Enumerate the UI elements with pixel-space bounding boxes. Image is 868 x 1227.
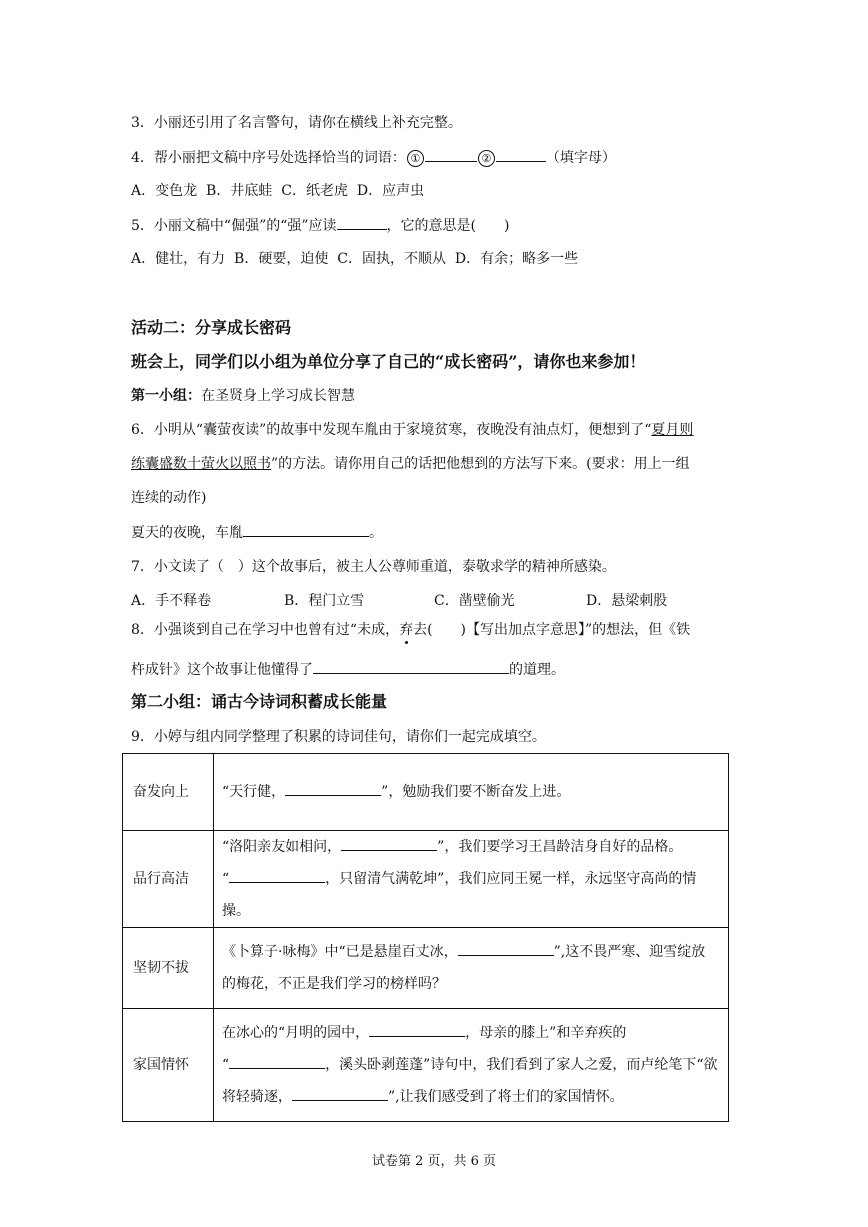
poetry-table <box>122 753 729 1122</box>
answer-prefix: 夏天的夜晚，车胤 <box>131 525 243 541</box>
group-2-heading: 第二小组：诵古今诗词积蓄成长能量 <box>131 692 388 711</box>
verse-text: ，母亲的膝上”和辛弃疾的 <box>465 1025 627 1041</box>
question-5-options <box>131 249 578 269</box>
answer-blank[interactable] <box>341 836 437 851</box>
table-row <box>123 754 729 831</box>
group-1-label: 第一小组： <box>131 388 201 404</box>
option-c: C．纸老虎 <box>281 183 348 199</box>
verse-line: 的梅花，不正是我们学习的榜样吗？ <box>222 976 446 992</box>
category-cell: 品行高洁 <box>123 831 214 928</box>
question-6-text: 6．小明从“囊萤夜读”的故事中发现车胤由于家境贫寒，夜晚没有油点灯，便想到了“ <box>131 422 652 438</box>
question-8-line-1 <box>131 620 690 640</box>
option-b: B．硬要，迫使 <box>234 251 329 267</box>
answer-suffix: 。 <box>369 525 383 541</box>
question-8-suffix: 的道理。 <box>509 662 565 678</box>
content-cell <box>214 928 729 1009</box>
option-d: D．应声虫 <box>356 183 425 199</box>
verse-text: 《卜算子·咏梅》中“已是悬崖百丈冰， <box>222 944 458 960</box>
answer-blank[interactable] <box>292 1086 388 1101</box>
verse-line <box>222 1049 720 1081</box>
verse-line <box>222 863 720 927</box>
question-8-line-2 <box>131 659 565 680</box>
question-4-hint: （填字母） <box>545 150 616 166</box>
category-cell: 家国情怀 <box>123 1009 214 1122</box>
option-a: A．变色龙 <box>131 183 198 199</box>
option-d: D．有余；略多一些 <box>454 251 579 267</box>
question-5-pre: 5．小丽文稿中“倔强”的“强”应读 <box>131 218 337 234</box>
verse-text: ”，我们要学习王昌龄洁身自好的品格。 <box>437 839 683 855</box>
quote-underlined: 练囊盛数十萤火以照书 <box>131 456 271 472</box>
answer-blank[interactable] <box>229 868 325 883</box>
question-4-options <box>131 181 424 201</box>
option-b: B．井底蛙 <box>206 183 273 199</box>
table-row <box>123 831 729 928</box>
table-row <box>123 1009 729 1122</box>
answer-blank-q5[interactable] <box>337 215 387 230</box>
question-7: 7．小文读了（ ）这个故事后，被主人公尊师重道，泰敬求学的精神所感染。 <box>131 559 616 575</box>
question-4-text: 4．帮小丽把文稿中序号处选择恰当的词语： <box>131 150 406 166</box>
activity-intro: 班会上，同学们以小组为单位分享了自己的“成长密码”，请你也来参加！ <box>131 352 646 371</box>
question-6-text: ”的方法。请你用自己的话把他想到的方法写下来。(要求：用上一组 <box>271 456 690 472</box>
question-6-line-1 <box>131 420 693 440</box>
verse-text: ，只留清气满乾坤”，我们应同王冕一样，永远坚守高尚的情操。 <box>222 871 697 919</box>
marker-2: ② <box>478 150 495 167</box>
verse-text: “ <box>222 871 230 887</box>
content-cell <box>214 831 729 928</box>
question-8-text: 杵成针》这个故事让他懂得了 <box>131 662 313 678</box>
option-b: B．程门立雪 <box>284 593 365 609</box>
verse-text: ”，勉励我们要不断奋发上进。 <box>381 784 571 800</box>
verse-text: “天行健， <box>222 784 286 800</box>
verse-text: 在冰心的“月明的园中， <box>222 1025 370 1041</box>
question-8-text: 8．小强谈到自己在学习中也曾有过“未成， <box>131 622 400 638</box>
question-9: 9．小婷与组内同学整理了积累的诗词佳句，请你们一起完成填空。 <box>131 729 546 745</box>
option-a: A．手不释卷 <box>131 593 212 609</box>
verse-text: ”,这不畏严寒、迎雪绽放 <box>553 944 706 960</box>
verse-line <box>222 1081 720 1113</box>
answer-blank[interactable] <box>369 1022 465 1037</box>
answer-blank-q4-2[interactable] <box>496 147 546 162</box>
group-1-heading <box>131 386 355 406</box>
group-1-text: 在圣贤身上学习成长智慧 <box>201 388 355 404</box>
verse-text: “ <box>222 1057 230 1073</box>
verse-text: 将轻骑逐， <box>222 1089 292 1105</box>
verse-text: ，溪头卧剥莲蓬”诗句中，我们看到了家人之爱，而卢纶笔下“欲 <box>325 1057 718 1073</box>
table-row <box>123 928 729 1009</box>
quote-underlined: 夏月则 <box>651 422 694 438</box>
question-5-post: ，它的意思是( ) <box>386 218 510 234</box>
question-6-answer <box>131 522 383 543</box>
verse-line <box>222 936 720 968</box>
verse-text: “洛阳亲友如相问， <box>222 839 342 855</box>
content-cell <box>214 754 729 831</box>
marker-1: ① <box>407 150 424 167</box>
question-4 <box>131 147 616 168</box>
verse-line <box>222 1017 720 1049</box>
verse-text: ”,让我们感受到了将士们的家国情怀。 <box>388 1089 624 1105</box>
answer-blank[interactable] <box>285 781 381 796</box>
answer-blank-q4-1[interactable] <box>425 147 477 162</box>
category-cell: 坚韧不拔 <box>123 928 214 1009</box>
category-cell: 奋发向上 <box>123 754 214 831</box>
dotted-character: 弃 <box>399 622 414 638</box>
question-8-text-cont: 去( )【写出加点字意思】”的想法，但《铁 <box>413 622 691 638</box>
page-footer: 试卷第 2 页，共 6 页 <box>371 1154 497 1169</box>
verse-line <box>222 831 720 863</box>
answer-blank-q6[interactable] <box>243 522 369 537</box>
option-c: C．凿壁偷光 <box>434 593 515 609</box>
answer-blank-q8[interactable] <box>313 659 509 674</box>
option-a: A．健壮，有力 <box>131 251 226 267</box>
answer-blank[interactable] <box>458 941 554 956</box>
question-3: 3．小丽还引用了名言警句，请你在横线上补充完整。 <box>131 115 462 131</box>
option-d: D．悬梁刺股 <box>586 593 668 609</box>
question-5 <box>131 215 509 236</box>
question-6-line-2 <box>131 454 690 474</box>
question-6-line-3: 连续的动作) <box>131 490 207 506</box>
content-cell <box>214 1009 729 1122</box>
option-c: C．固执，不顺从 <box>337 251 446 267</box>
activity-2-heading: 活动二：分享成长密码 <box>131 318 292 337</box>
answer-blank[interactable] <box>229 1054 325 1069</box>
question-7-options <box>131 591 667 611</box>
